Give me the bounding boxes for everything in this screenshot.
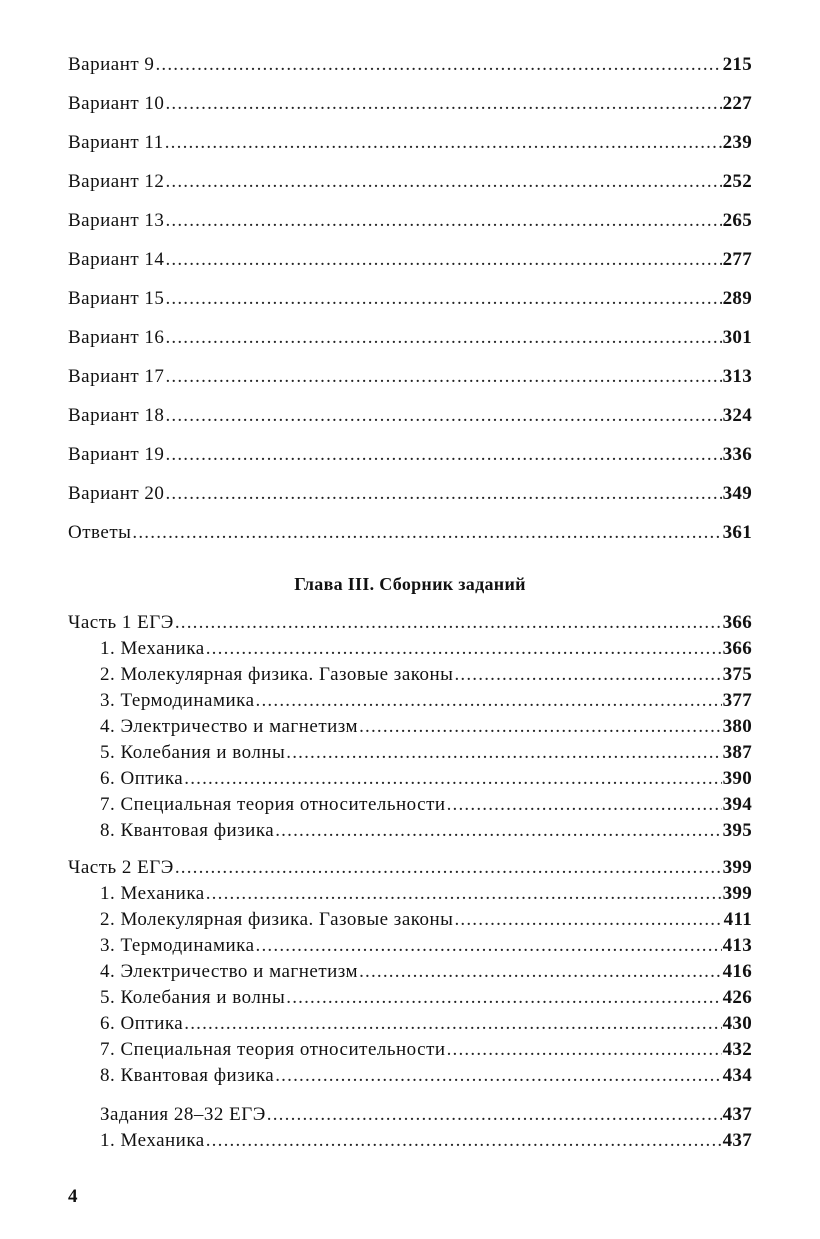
toc-entry-label: Часть 2 ЕГЭ	[68, 857, 174, 878]
toc-entry-label: Вариант 17	[68, 366, 165, 387]
toc-subentry	[100, 1065, 752, 1087]
toc-entry-page: 432	[722, 1039, 752, 1060]
toc-entry-label: 4. Электричество и магнетизм	[100, 961, 359, 982]
dot-leader	[206, 883, 722, 905]
toc-subentry	[100, 664, 752, 686]
dot-leader	[165, 93, 721, 115]
toc-subentry	[100, 961, 752, 983]
toc-entry-page: 265	[722, 210, 752, 231]
toc-entry-page: 215	[722, 54, 752, 75]
toc-entry-variant-19	[68, 444, 752, 466]
toc-subentry	[100, 935, 752, 957]
dot-leader	[286, 742, 721, 764]
toc-subentry	[100, 716, 752, 738]
toc-entry-page: 313	[722, 366, 752, 387]
dot-leader	[165, 249, 721, 271]
toc-entry-label: 2. Молекулярная физика. Газовые законы	[100, 664, 454, 685]
toc-entry-label: Вариант 16	[68, 327, 165, 348]
toc-entry-page: 277	[722, 249, 752, 270]
toc-entry-variant-14	[68, 249, 752, 271]
toc-entry-label: Ответы	[68, 522, 132, 543]
toc-entry-label: 6. Оптика	[100, 768, 184, 789]
toc-section-part-1	[68, 612, 752, 634]
dot-leader	[256, 935, 722, 957]
toc-entry-page: 437	[722, 1130, 752, 1151]
toc-entry-variant-20	[68, 483, 752, 505]
toc-entry-page: 411	[723, 909, 752, 930]
dot-leader	[454, 664, 721, 686]
toc-subentry	[100, 909, 752, 931]
toc-subentry	[100, 742, 752, 764]
toc-subentry	[100, 1013, 752, 1035]
toc-entry-page: 394	[722, 794, 752, 815]
dot-leader	[175, 857, 722, 879]
toc-entry-page: 375	[722, 664, 752, 685]
toc-entry-label: 3. Термодинамика	[100, 935, 255, 956]
toc-entry-label: 5. Колебания и волны	[100, 742, 286, 763]
dot-leader	[165, 444, 721, 466]
dot-leader	[165, 132, 722, 154]
toc-entry-page: 366	[722, 612, 752, 633]
toc-subentry	[100, 638, 752, 660]
toc-subentry	[100, 820, 752, 842]
toc-entry-label: 6. Оптика	[100, 1013, 184, 1034]
toc-entry-page: 227	[722, 93, 752, 114]
toc-entry-label: Вариант 11	[68, 132, 164, 153]
toc-entry-page: 430	[722, 1013, 752, 1034]
toc-entry-label: Вариант 12	[68, 171, 165, 192]
dot-leader	[165, 483, 721, 505]
toc-entry-page: 395	[722, 820, 752, 841]
dot-leader	[454, 909, 722, 931]
dot-leader	[359, 716, 722, 738]
toc-entry-page: 289	[722, 288, 752, 309]
dot-leader	[206, 638, 722, 660]
toc-entry-page: 399	[722, 857, 752, 878]
toc-entry-label: 7. Специальная теория относительности	[100, 794, 446, 815]
toc-subentry	[100, 1130, 752, 1152]
dot-leader	[165, 210, 721, 232]
toc-entry-page: 387	[722, 742, 752, 763]
toc-entry-variant-10	[68, 93, 752, 115]
toc-entry-label: 7. Специальная теория относительности	[100, 1039, 446, 1060]
toc-entry-page: 349	[722, 483, 752, 504]
dot-leader	[447, 794, 722, 816]
dot-leader	[165, 288, 721, 310]
toc-entry-label: Вариант 13	[68, 210, 165, 231]
page-number: 4	[68, 1186, 78, 1207]
toc-entry-page: 377	[722, 690, 752, 711]
toc-entry-variant-18	[68, 405, 752, 427]
toc-entry-page: 437	[722, 1104, 752, 1125]
toc-entry-page: 366	[722, 638, 752, 659]
toc-entry-variant-11	[68, 132, 752, 154]
toc-section-tasks	[100, 1104, 752, 1126]
toc-entry-page: 434	[722, 1065, 752, 1086]
dot-leader	[267, 1104, 722, 1126]
dot-leader	[275, 820, 721, 842]
toc-entry-answers	[68, 522, 752, 544]
toc-entry-variant-13	[68, 210, 752, 232]
toc-entry-variant-12	[68, 171, 752, 193]
toc-entry-label: 1. Механика	[100, 638, 205, 659]
dot-leader	[275, 1065, 721, 1087]
toc-entry-label: Вариант 9	[68, 54, 155, 75]
toc-entry-label: 4. Электричество и магнетизм	[100, 716, 359, 737]
toc-entry-label: 3. Термодинамика	[100, 690, 255, 711]
toc-entry-label: Часть 1 ЕГЭ	[68, 612, 174, 633]
dot-leader	[132, 522, 721, 544]
toc-entry-variant-15	[68, 288, 752, 310]
toc-entry-page: 390	[722, 768, 752, 789]
dot-leader	[155, 54, 721, 76]
dot-leader	[184, 768, 721, 790]
toc-entry-label: Вариант 19	[68, 444, 165, 465]
dot-leader	[165, 405, 721, 427]
toc-entry-label: Вариант 18	[68, 405, 165, 426]
dot-leader	[165, 327, 721, 349]
toc-entry-label: Вариант 10	[68, 93, 165, 114]
toc-entry-page: 301	[722, 327, 752, 348]
toc-entry-label: Вариант 15	[68, 288, 165, 309]
toc-entry-label: Вариант 20	[68, 483, 165, 504]
toc-entry-label: 5. Колебания и волны	[100, 987, 286, 1008]
toc-entry-page: 426	[722, 987, 752, 1008]
toc-subentry	[100, 690, 752, 712]
dot-leader	[165, 366, 721, 388]
toc-entry-page: 239	[722, 132, 752, 153]
dot-leader	[206, 1130, 722, 1152]
toc-entry-variant-17	[68, 366, 752, 388]
chapter-title: Глава III. Сборник заданий	[294, 574, 526, 594]
dot-leader	[165, 171, 721, 193]
toc-entry-variant-9	[68, 54, 752, 76]
toc-entry-page: 416	[722, 961, 752, 982]
toc-entry-label: Вариант 14	[68, 249, 165, 270]
dot-leader	[256, 690, 722, 712]
toc-entry-page: 413	[722, 935, 752, 956]
toc-subentry	[100, 883, 752, 905]
toc-entry-label: 8. Квантовая физика	[100, 1065, 275, 1086]
toc-entry-page: 361	[722, 522, 752, 543]
toc-entry-label: 1. Механика	[100, 1130, 205, 1151]
toc-subentry	[100, 794, 752, 816]
dot-leader	[175, 612, 722, 634]
dot-leader	[286, 987, 721, 1009]
toc-entry-page: 252	[722, 171, 752, 192]
dot-leader	[184, 1013, 721, 1035]
toc-entry-label: Задания 28–32 ЕГЭ	[100, 1104, 266, 1125]
toc-entry-page: 336	[722, 444, 752, 465]
toc-entry-label: 1. Механика	[100, 883, 205, 904]
toc-entry-label: 8. Квантовая физика	[100, 820, 275, 841]
toc-section-part-2	[68, 857, 752, 879]
toc-subentry	[100, 768, 752, 790]
toc-entry-page: 380	[722, 716, 752, 737]
toc-entry-label: 2. Молекулярная физика. Газовые законы	[100, 909, 454, 930]
dot-leader	[359, 961, 722, 983]
toc-subentry	[100, 987, 752, 1009]
toc-entry-page: 399	[722, 883, 752, 904]
toc-entry-page: 324	[722, 405, 752, 426]
toc-subentry	[100, 1039, 752, 1061]
toc-entry-variant-16	[68, 327, 752, 349]
dot-leader	[447, 1039, 722, 1061]
